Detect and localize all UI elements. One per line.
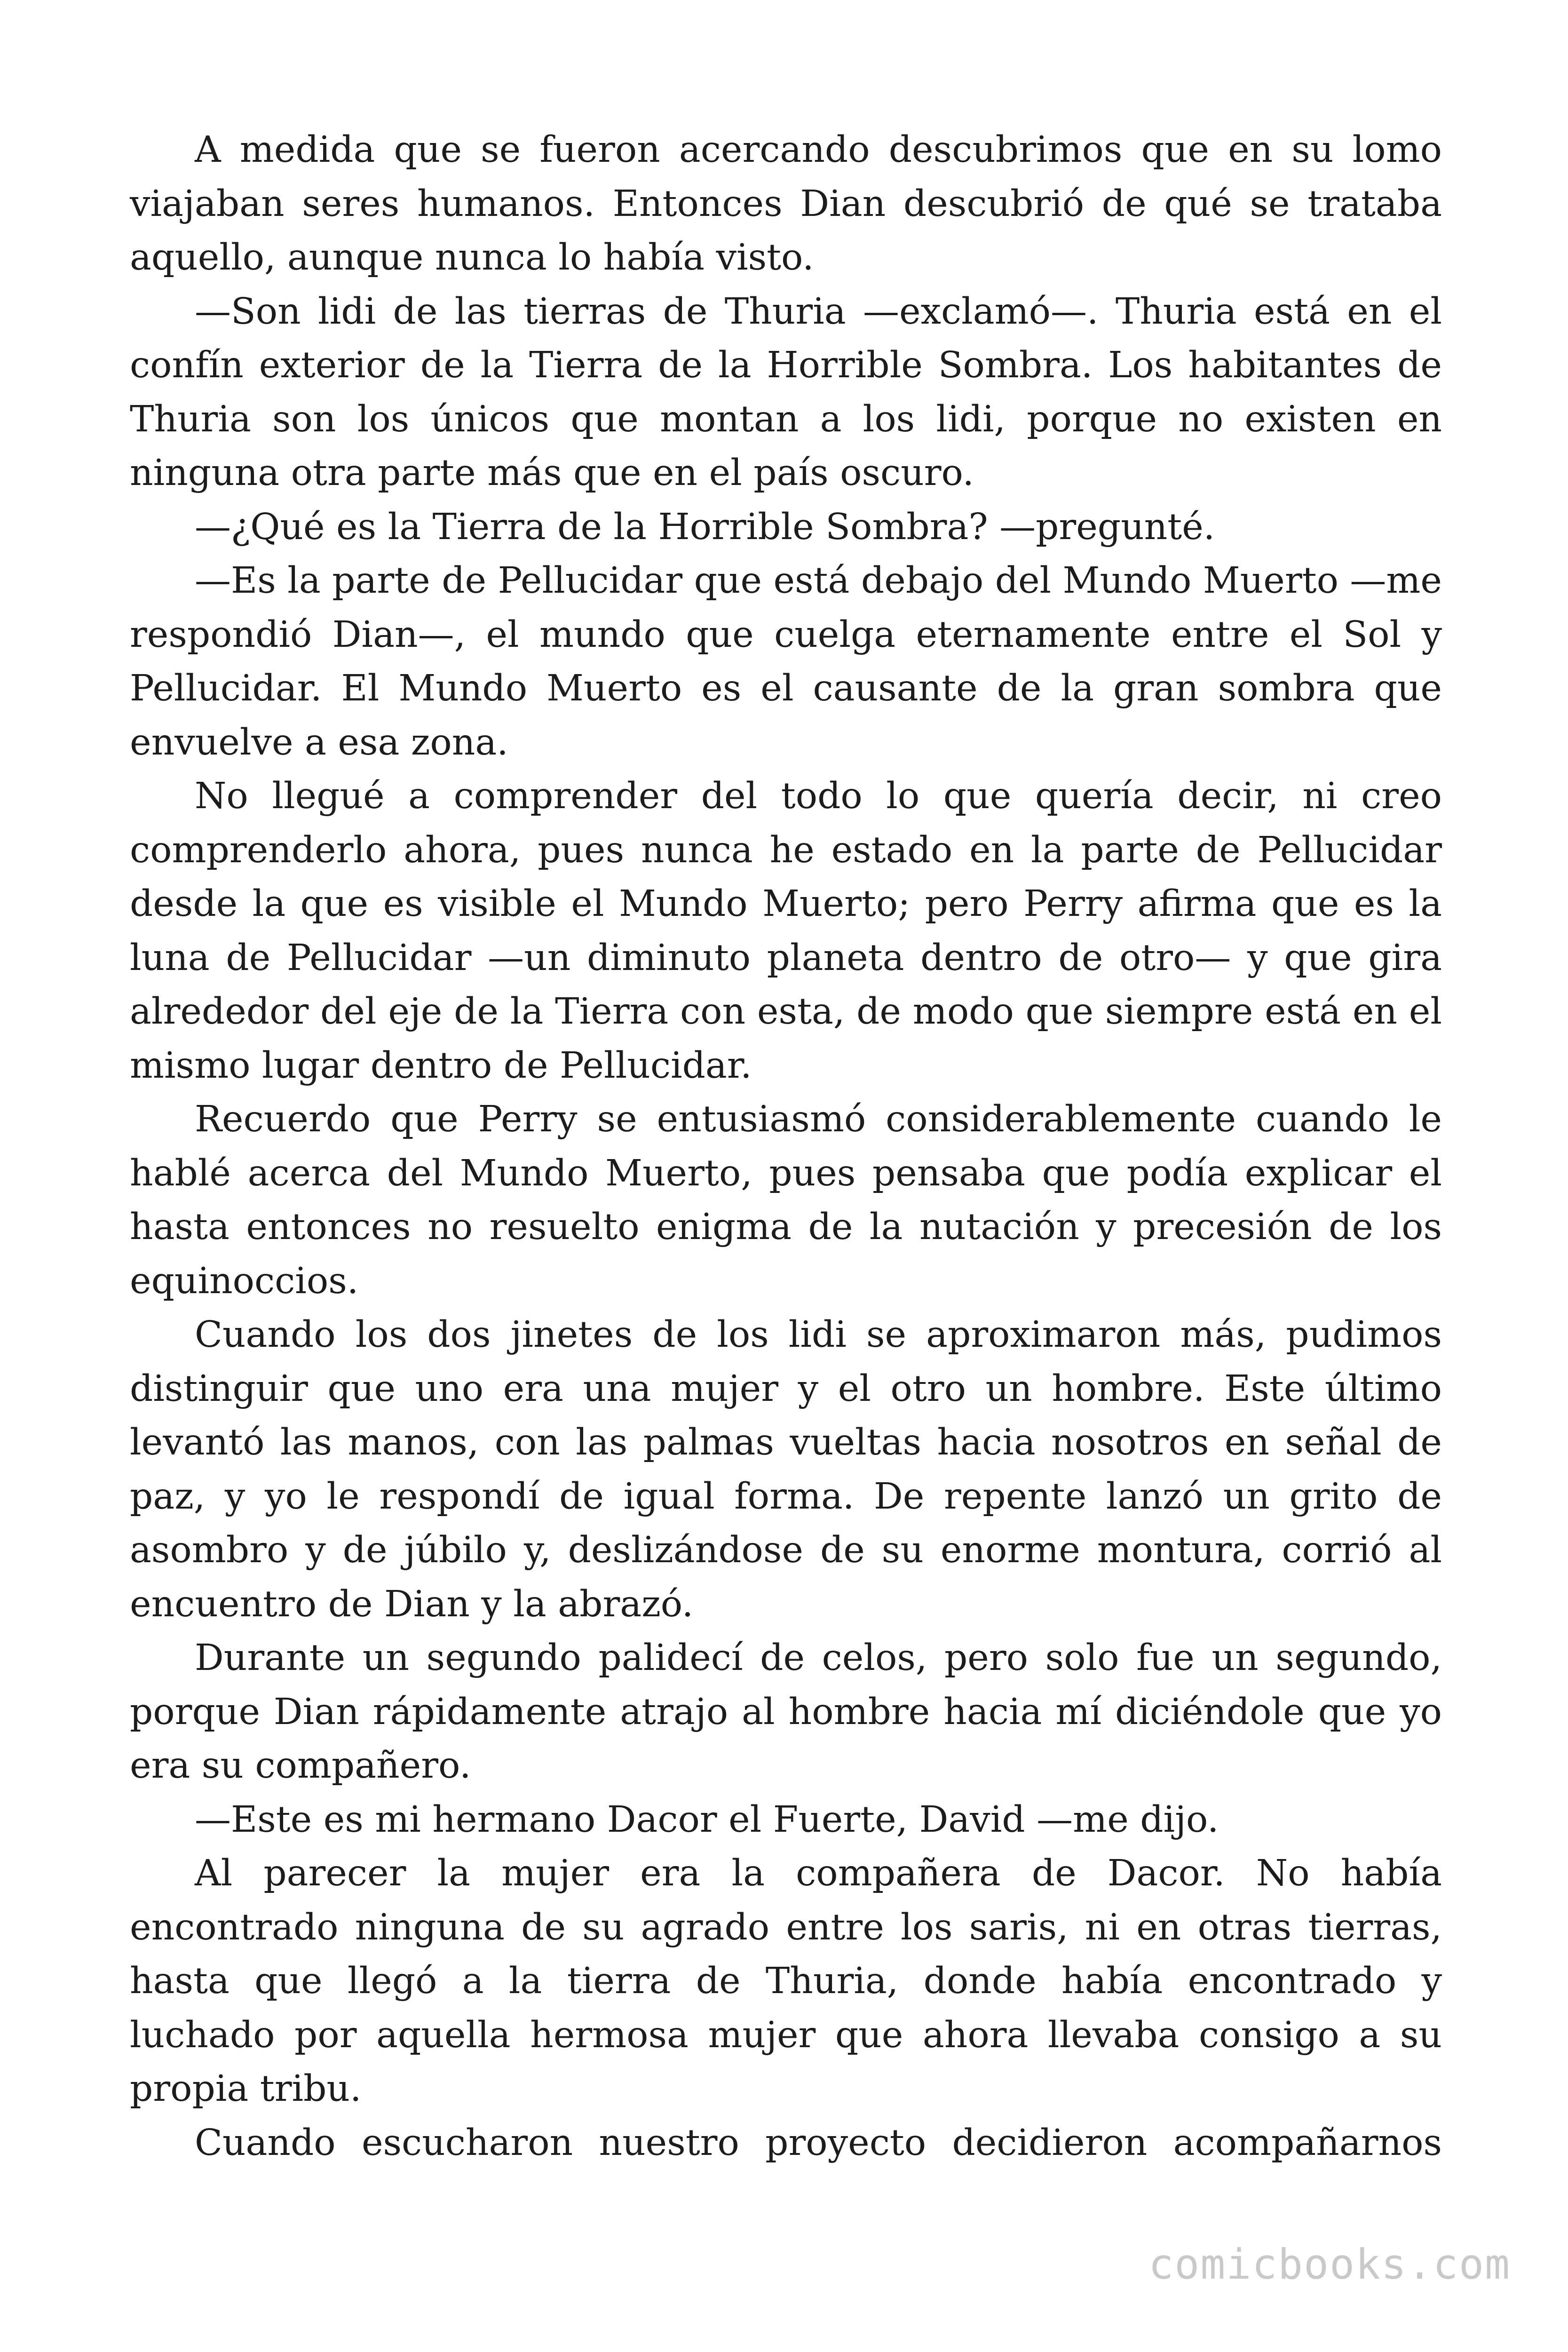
paragraph-10: Al parecer la mujer era la compañera de Dacor. No había encontrado ninguna de su agrado entre los saris, ni en otras tierras, hasta que llegó a la tierra de Thuria, donde había encontrado y luchado por aquella hermosa mujer que ahora llevaba consigo a su propia tribu. <box>130 1852 1442 2110</box>
paragraph-6: Recuerdo que Perry se entusiasmó considerablemente cuando le hablé acerca del Mundo Muerto, pues pensaba que podía explicar el hasta entonces no resuelto enigma de la nutación y precesión de los equinoccios. <box>130 1098 1442 1302</box>
paragraph-5: No llegué a comprender del todo lo que quería decir, ni creo comprenderlo ahora, pues nunca he estado en la parte de Pellucidar desde la que es visible el Mundo Muerto; pero Perry afirma que es la luna de Pellucidar —un diminuto planeta dentro de otro— y que gira alrededor del eje de la Tierra con esta, de modo que siempre está en el mismo lugar dentro de Pellucidar. <box>130 775 1442 1087</box>
paragraph-9: —Este es mi hermano Dacor el Fuerte, David —me dijo. <box>195 1798 1219 1841</box>
paragraph-7: Cuando los dos jinetes de los lidi se aproximaron más, pudimos distinguir que uno era una mujer y el otro un hombre. Este último levantó las manos, con las palmas vueltas hacia nosotros en señal de paz, y yo le respondí de igual forma. De repente lanzó un grito de asombro y de júbilo y, deslizándose de su enorme montura, corrió al encuentro de Dian y la abrazó. <box>130 1314 1442 1625</box>
watermark: comicbooks.com <box>1148 2240 1511 2288</box>
paragraph-11: Cuando escucharon nuestro proyecto decidieron acompañarnos <box>195 2122 1442 2164</box>
paragraph-3: —¿Qué es la Tierra de la Horrible Sombra? —pregunté. <box>195 506 1215 548</box>
paragraph-2: —Son lidi de las tierras de Thuria —exclamó—. Thuria está en el confín exterior de la Tierra de la Horrible Sombra. Los habitantes de Thuria son los únicos que montan a los lidi, porque no existen en ninguna otra parte más que en el país oscuro. <box>130 290 1442 494</box>
body-text <box>130 123 1442 2170</box>
paragraph-4: —Es la parte de Pellucidar que está debajo del Mundo Muerto —me respondió Dian—, el mundo que cuelga eternamente entre el Sol y Pellucidar. El Mundo Muerto es el causante de la gran sombra que envuelve a esa zona. <box>130 560 1442 763</box>
paragraph-1: A medida que se fueron acercando descubrimos que en su lomo viajaban seres humanos. Entonces Dian descubrió de qué se trataba aquello, aunque nunca lo había visto. <box>130 129 1442 278</box>
paragraph-8: Durante un segundo palidecí de celos, pero solo fue un segundo, porque Dian rápidamente atrajo al hombre hacia mí diciéndole que yo era su compañero. <box>130 1637 1442 1787</box>
